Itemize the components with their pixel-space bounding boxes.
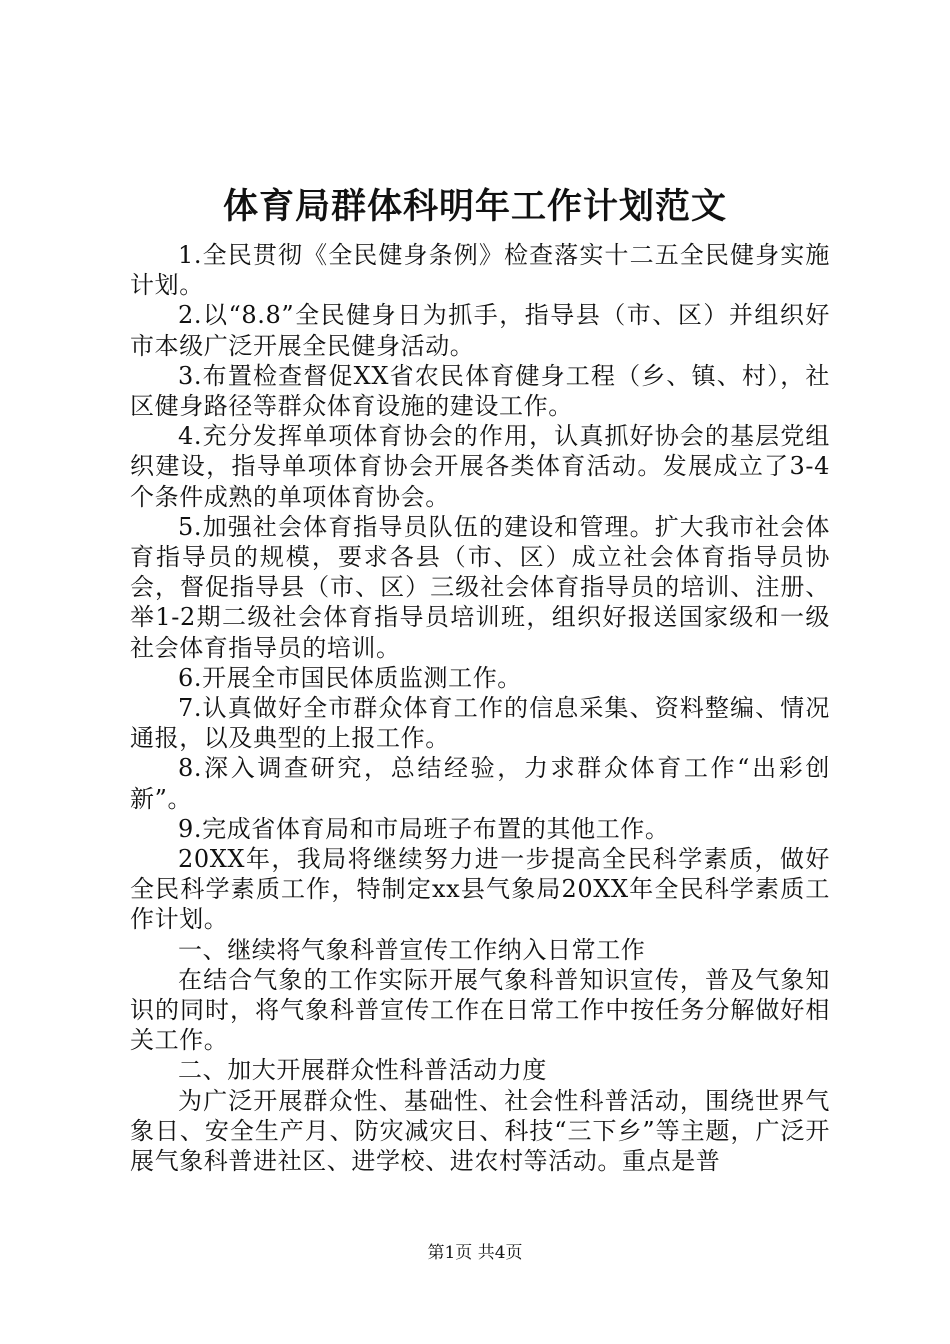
section-2-body: 为广泛开展群众性、基础性、社会性科普活动，围绕世界气象日、安全生产月、防灾减灾日、科技“三下乡”等主题，广泛开展气象科普进社区、进学校、进农村等活动。重点是普 xyxy=(130,1086,830,1176)
paragraph-8: 8.深入调查研究，总结经验，力求群众体育工作“出彩创新”。 xyxy=(130,754,830,813)
paragraph-intro-20xx: 20XX年，我局将继续努力进一步提高全民科学素质，做好全民科学素质工作，特制定xx县气象局20XX年全民科学素质工作计划。 xyxy=(130,845,830,934)
paragraph-9: 9.完成省体育局和市局班子布置的其他工作。 xyxy=(178,814,670,843)
paragraph-2: 2.以“8.8”全民健身日为抓手，指导县（市、区）并组织好市本级广泛开展全民健身活动。 xyxy=(130,301,830,360)
paragraph-3: 3.布置检查督促XX省农民体育健身工程（乡、镇、村），社区健身路径等群众体育设施的建设工作。 xyxy=(130,361,830,421)
document-title: 体育局群体科明年工作计划范文 xyxy=(222,186,727,227)
section-1-body: 在结合气象的工作实际开展气象科普知识宣传，普及气象知识的同时，将气象科普宣传工作在日常工作中按任务分解做好相关工作。 xyxy=(130,965,830,1055)
section-heading-2: 二、加大开展群众性科普活动力度 xyxy=(178,1056,547,1085)
paragraph-7: 7.认真做好全市群众体育工作的信息采集、资料整编、情况通报，以及典型的上报工作。 xyxy=(130,694,830,753)
section-heading-1: 一、继续将气象科普宣传工作纳入日常工作 xyxy=(178,935,646,964)
paragraph-5: 5.加强社会体育指导员队伍的建设和管理。扩大我市社会体育指导员的规模，要求各县（市、区）成立社会体育指导员协会，督促指导县（市、区）三级社会体育指导员的培训、注册、举1-2期二级社会体育指导员培训班，组织好报送国家级和一级社会体育指导员的培训。 xyxy=(130,512,830,662)
paragraph-1: 1.全民贯彻《全民健身条例》检查落实十二五全民健身实施计划。 xyxy=(130,241,830,300)
document-body xyxy=(130,240,830,1176)
page-footer: 第1页 共4页 xyxy=(427,1243,523,1263)
paragraph-4: 4.充分发挥单项体育协会的作用，认真抓好协会的基层党组织建设，指导单项体育协会开展各类体育活动。发展成立了3-4个条件成熟的单项体育协会。 xyxy=(130,422,830,511)
paragraph-6: 6.开展全市国民体质监测工作。 xyxy=(178,663,522,692)
